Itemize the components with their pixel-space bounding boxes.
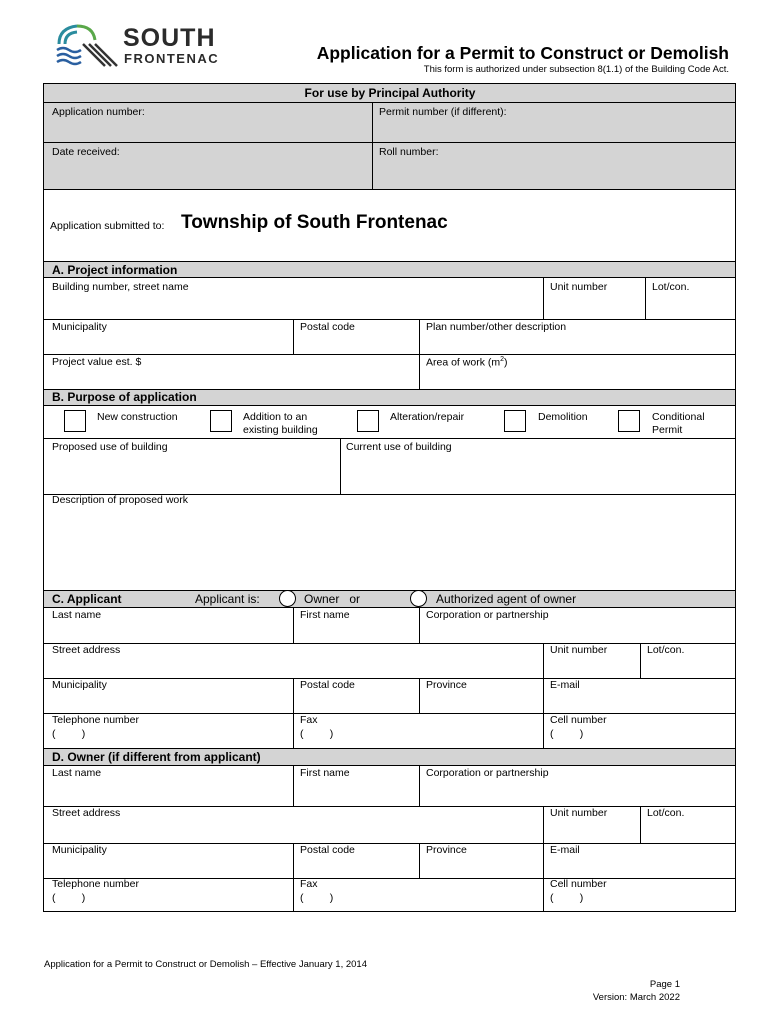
application-number-label: Application number: [52, 106, 145, 118]
addition-checkbox[interactable] [210, 410, 232, 432]
conditional-permit-label: Conditional Permit [652, 411, 705, 436]
description-label: Description of proposed work [52, 494, 188, 506]
plan-number-label: Plan number/other description [426, 321, 567, 333]
owner-street-label: Street address [52, 807, 121, 819]
lot-con-label: Lot/con. [652, 281, 690, 293]
logo-text-frontenac: FRONTENAC [124, 51, 220, 66]
form-subtitle: This form is authorized under subsection 8(1.1) of the Building Code Act. [423, 64, 729, 75]
municipality-label: Municipality [52, 321, 107, 333]
proposed-use-label: Proposed use of building [52, 441, 168, 453]
applicant-postal-label: Postal code [300, 679, 355, 691]
owner-unit-label: Unit number [550, 807, 608, 819]
submitted-to-value: Township of South Frontenac [181, 212, 448, 233]
logo-text-south: SOUTH [123, 24, 216, 52]
owner-fax-label: Fax ( ) [300, 878, 334, 904]
owner-last-name-label: Last name [52, 767, 102, 779]
applicant-last-name-label: Last name [52, 609, 102, 621]
logo [55, 22, 235, 68]
applicant-telephone-label: Telephone number ( ) [52, 714, 139, 740]
authority-heading: For use by Principal Authority [304, 86, 476, 100]
form-title: Application for a Permit to Construct or Demolish [316, 43, 729, 63]
project-value-label: Project value est. $ [52, 356, 142, 368]
section-b-heading: B. Purpose of application [52, 390, 197, 404]
current-use-label: Current use of building [346, 441, 452, 453]
owner-radio[interactable] [279, 590, 296, 607]
agent-label: Authorized agent of owner [436, 592, 577, 606]
applicant-street-label: Street address [52, 644, 121, 656]
roll-number-label: Roll number: [379, 146, 439, 158]
section-c-heading: C. Applicant [52, 592, 122, 606]
conditional-permit-checkbox[interactable] [618, 410, 640, 432]
applicant-email-label: E-mail [550, 679, 580, 691]
applicant-province-label: Province [426, 679, 467, 691]
owner-corporation-label: Corporation or partnership [426, 767, 549, 779]
description-field[interactable] [44, 495, 735, 590]
permit-number-label: Permit number (if different): [379, 106, 507, 118]
owner-label: Owner or [304, 592, 361, 606]
demolition-label: Demolition [538, 411, 588, 423]
unit-number-label: Unit number [550, 281, 608, 293]
section-a-heading: A. Project information [52, 263, 178, 277]
owner-cell-label: Cell number ( ) [550, 878, 607, 904]
new-construction-checkbox[interactable] [64, 410, 86, 432]
owner-telephone-label: Telephone number ( ) [52, 878, 139, 904]
owner-email-label: E-mail [550, 844, 580, 856]
section-d-heading: D. Owner (if different from applicant) [52, 750, 261, 764]
date-received-label: Date received: [52, 146, 120, 158]
owner-province-label: Province [426, 844, 467, 856]
applicant-municipality-label: Municipality [52, 679, 107, 691]
agent-radio[interactable] [410, 590, 427, 607]
owner-first-name-label: First name [300, 767, 350, 779]
applicant-unit-label: Unit number [550, 644, 608, 656]
applicant-first-name-label: First name [300, 609, 350, 621]
postal-code-label: Postal code [300, 321, 355, 333]
alteration-checkbox[interactable] [357, 410, 379, 432]
submitted-to-label: Application submitted to: [50, 220, 165, 232]
owner-municipality-label: Municipality [52, 844, 107, 856]
alteration-label: Alteration/repair [390, 411, 465, 423]
owner-lot-label: Lot/con. [647, 807, 685, 819]
applicant-corporation-label: Corporation or partnership [426, 609, 549, 621]
demolition-checkbox[interactable] [504, 410, 526, 432]
logo-mark-icon [55, 22, 119, 68]
new-construction-label: New construction [97, 411, 178, 423]
applicant-fax-label: Fax ( ) [300, 714, 334, 740]
owner-postal-label: Postal code [300, 844, 355, 856]
applicant-is-label: Applicant is: [195, 592, 260, 606]
addition-label: Addition to an existing building [243, 411, 318, 436]
applicant-cell-label: Cell number ( ) [550, 714, 607, 740]
area-of-work-label: Area of work $(m^2)$ [426, 356, 508, 369]
footer-effective-text: Application for a Permit to Construct or Demolish – Effective January 1, 2014 [44, 959, 367, 970]
version-text: Version: March 2022 [592, 992, 680, 1003]
applicant-lot-label: Lot/con. [647, 644, 685, 656]
page-number: Page 1 [649, 979, 680, 990]
building-street-label: Building number, street name [52, 281, 189, 293]
